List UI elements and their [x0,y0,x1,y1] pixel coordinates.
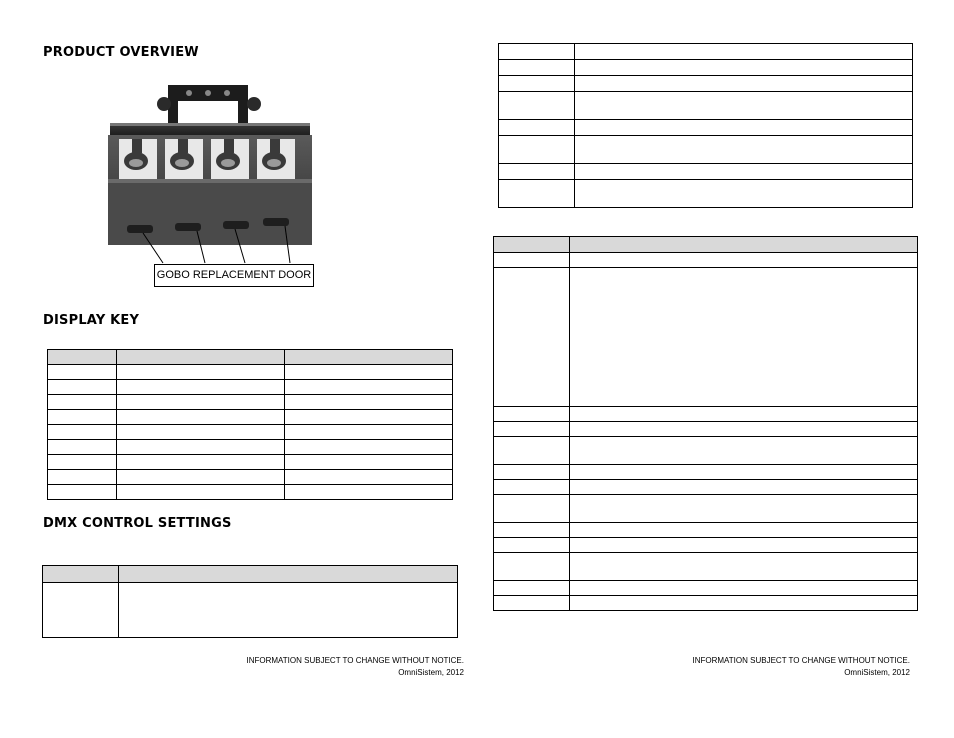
table-cell [117,410,285,425]
table-row [494,523,918,538]
right-upper-table [498,43,913,208]
table-row [494,581,918,596]
table-cell [119,583,458,638]
table-cell [575,92,913,120]
table-row [494,553,918,581]
table-cell [117,395,285,410]
left-footer [220,655,464,679]
table-row [494,253,918,268]
table-cell [570,538,918,553]
table-cell [570,437,918,465]
table-row [494,268,918,407]
table-cell [285,455,453,470]
footer-notice: INFORMATION SUBJECT TO CHANGE WITHOUT NOTICE. [692,656,910,665]
table-cell [494,268,570,407]
table-cell [575,44,913,60]
table-row [494,465,918,480]
table-row [48,410,453,425]
table-cell [117,470,285,485]
table-row [499,120,913,136]
product-photo [105,75,315,290]
table-cell [48,350,117,365]
table-row [494,480,918,495]
table-cell [285,395,453,410]
table-cell [117,425,285,440]
table-row [494,407,918,422]
table-cell [494,407,570,422]
display-key-heading: DISPLAY KEY [43,313,140,328]
table-cell [494,596,570,611]
product-overview-heading: PRODUCT OVERVIEW [43,45,199,60]
table-cell [570,523,918,538]
table-cell [494,237,570,253]
table-cell [48,395,117,410]
table-row [48,380,453,395]
table-cell [43,566,119,583]
table-cell [570,268,918,407]
table-cell [117,455,285,470]
table-cell [575,136,913,164]
table-cell [285,425,453,440]
table-cell [48,365,117,380]
table-cell [285,440,453,455]
table-cell [285,380,453,395]
table-cell [570,237,918,253]
footer-company: OmniSistem, 2012 [844,668,910,677]
table-cell [575,120,913,136]
table-cell [494,538,570,553]
table-cell [48,380,117,395]
table-row [499,164,913,180]
table-cell [117,485,285,500]
table-cell [494,437,570,465]
table-row [494,538,918,553]
table-cell [48,410,117,425]
table-row [494,495,918,523]
table-cell [285,350,453,365]
table-row [48,440,453,455]
table-row [499,60,913,76]
dmx-settings-table [42,565,458,638]
table-cell [285,470,453,485]
table-cell [494,465,570,480]
table-cell [499,76,575,92]
table-cell [575,164,913,180]
right-footer [666,655,910,679]
gobo-replacement-door-caption: GOBO REPLACEMENT DOOR [154,264,314,287]
table-row [494,596,918,611]
table-header-row [48,350,453,365]
table-row [48,425,453,440]
table-cell [117,365,285,380]
table-cell [570,553,918,581]
table-cell [499,164,575,180]
table-cell [494,581,570,596]
table-row [494,437,918,465]
table-cell [499,60,575,76]
table-cell [48,440,117,455]
dmx-control-settings-heading: DMX CONTROL SETTINGS [43,516,232,531]
table-cell [570,407,918,422]
table-row [499,180,913,208]
table-cell [570,465,918,480]
display-key-table [47,349,453,500]
table-row [499,76,913,92]
table-row [48,395,453,410]
table-cell [48,485,117,500]
table-cell [494,253,570,268]
table-cell [570,422,918,437]
table-row [499,92,913,120]
table-cell [119,566,458,583]
table-cell [575,180,913,208]
table-row [499,136,913,164]
table-cell [575,60,913,76]
table-cell [499,44,575,60]
table-cell [494,495,570,523]
table-row [499,44,913,60]
table-cell [117,350,285,365]
right-lower-table [493,236,918,611]
table-row [48,365,453,380]
table-row [48,455,453,470]
table-header-row [43,566,458,583]
table-cell [570,596,918,611]
table-cell [570,480,918,495]
table-cell [117,440,285,455]
table-cell [494,553,570,581]
table-cell [570,495,918,523]
table-cell [499,92,575,120]
table-cell [285,410,453,425]
table-cell [48,470,117,485]
table-cell [494,523,570,538]
table-cell [48,425,117,440]
table-cell [285,365,453,380]
footer-notice: INFORMATION SUBJECT TO CHANGE WITHOUT NOTICE. [246,656,464,665]
table-cell [570,253,918,268]
table-cell [499,180,575,208]
table-cell [499,120,575,136]
table-cell [499,136,575,164]
table-cell [494,422,570,437]
table-row [48,470,453,485]
table-cell [494,480,570,495]
table-row [43,583,458,638]
table-cell [117,380,285,395]
table-cell [43,583,119,638]
table-cell [575,76,913,92]
table-cell [570,581,918,596]
table-header-row [494,237,918,253]
table-cell [285,485,453,500]
table-row [48,485,453,500]
footer-company: OmniSistem, 2012 [398,668,464,677]
table-row [494,422,918,437]
table-cell [48,455,117,470]
